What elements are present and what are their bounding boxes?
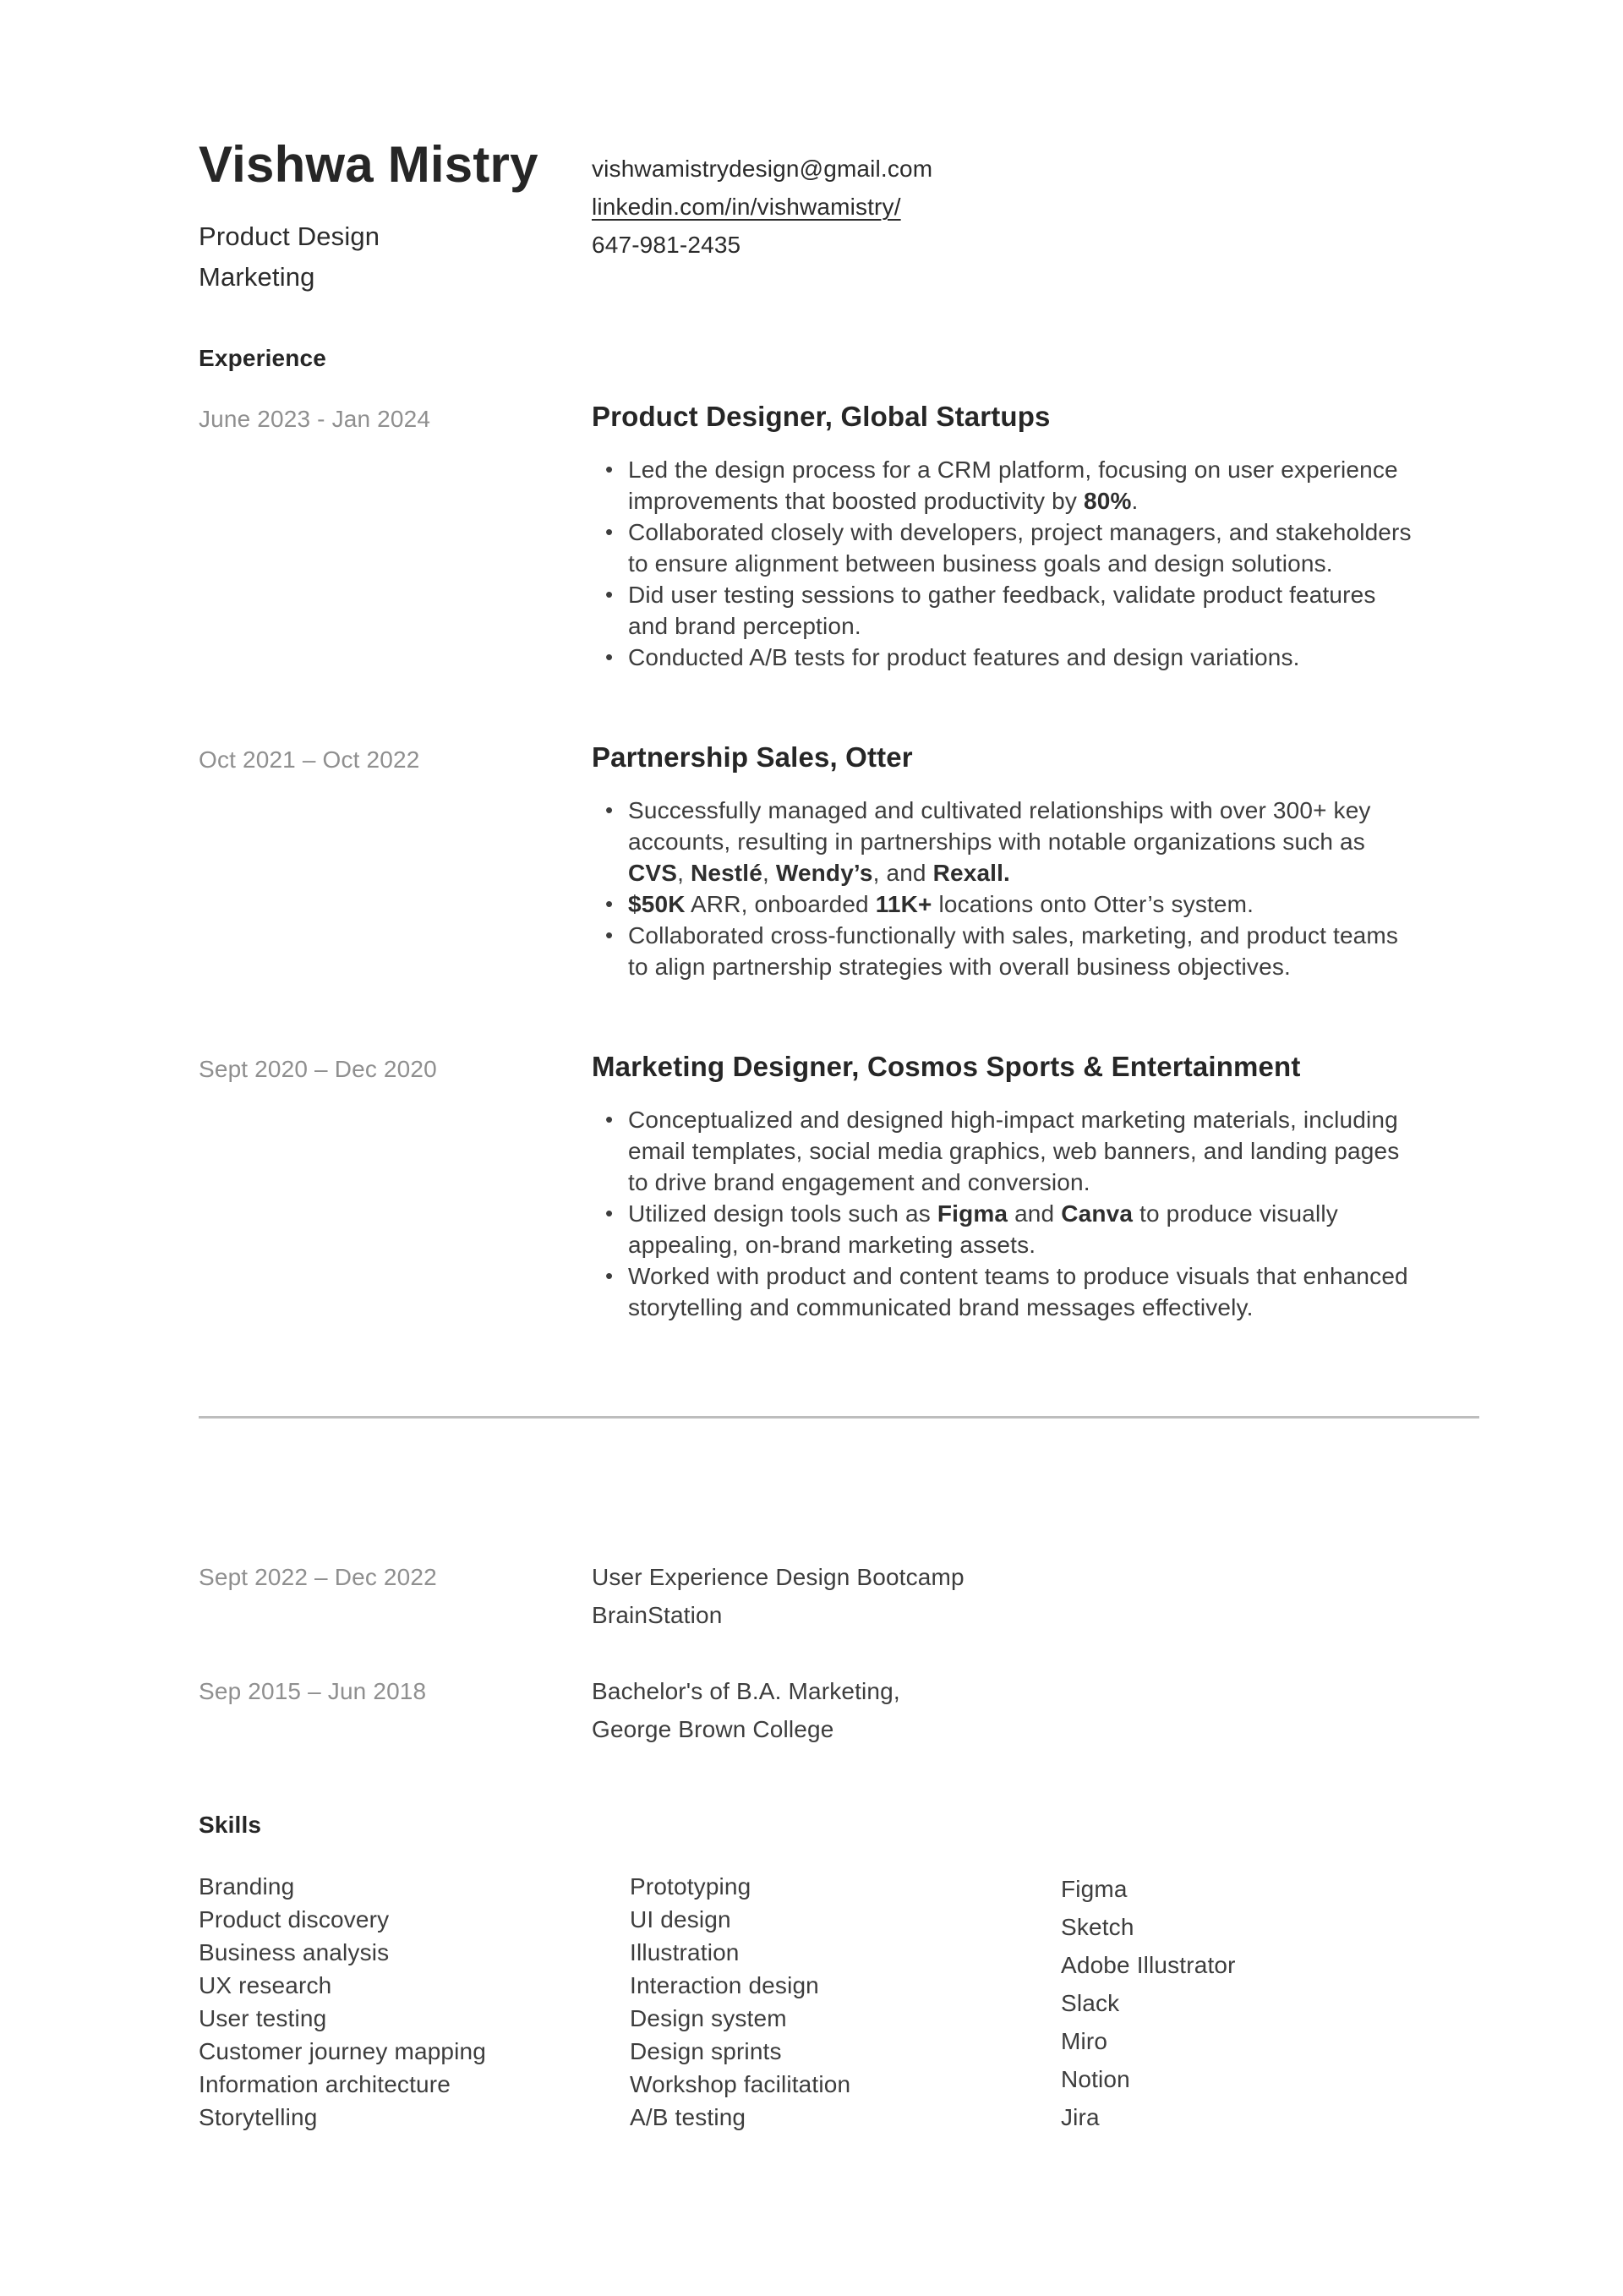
bullet-item: • Conceptualized and designed high-impact marketing materials, including email templates, social media graphics, web banners, and landing pages to drive brand engagement and conversion.	[592, 1104, 1416, 1198]
contact-email: vishwamistrydesign@gmail.com	[592, 156, 933, 182]
education-dates: Sept 2022 – Dec 2022	[199, 1564, 437, 1590]
skill-item: Customer journey mapping	[199, 2038, 487, 2064]
skill-item: Storytelling	[199, 2104, 318, 2130]
experience-entry	[199, 1050, 1479, 1323]
bullet-item: • Utilized design tools such as Figma and Canva to produce visually appealing, on-brand marketing assets.	[592, 1198, 1416, 1260]
experience-section	[199, 344, 1479, 1323]
skills-heading: Skills	[199, 1812, 262, 1838]
entry-dates: Sept 2020 – Dec 2020	[199, 1056, 437, 1082]
skill-item: Branding	[199, 1873, 295, 1900]
skill-item: Business analysis	[199, 1939, 390, 1965]
bullet-item: • Conducted A/B tests for product features and design variations.	[592, 642, 1416, 673]
education-entry	[199, 1672, 1479, 1748]
skills-column-1	[199, 1870, 630, 2136]
page-divider	[199, 1416, 1479, 1419]
entry-dates: June 2023 - Jan 2024	[199, 406, 431, 432]
skill-item: Figma	[1061, 1876, 1128, 1902]
education-content	[592, 1672, 1479, 1748]
skill-item: Information architecture	[199, 2071, 451, 2097]
entry-dates: Oct 2021 – Oct 2022	[199, 746, 420, 773]
education-program: User Experience Design Bootcamp	[592, 1564, 965, 1590]
linkedin-link[interactable]: linkedin.com/in/vishwamistry/	[592, 194, 901, 220]
skills-section	[199, 1811, 1479, 2136]
bullet-item: • Successfully managed and cultivated relationships with over 300+ key accounts, resulting in partnerships with notable organizations such as CVS, Nestlé, Wendy’s, and Rexall.	[592, 795, 1416, 888]
skill-item: User testing	[199, 2005, 327, 2031]
bullet-item: • Led the design process for a CRM platform, focusing on user experience improvements that boosted productivity by 80%.	[592, 454, 1416, 517]
entry-content	[592, 400, 1479, 673]
experience-entry	[199, 400, 1479, 673]
bullet-list	[592, 454, 1416, 673]
education-content	[592, 1558, 1479, 1634]
role-line-2: Marketing	[199, 262, 315, 292]
skill-item: Sketch	[1061, 1914, 1134, 1940]
skills-grid	[199, 1870, 1479, 2136]
education-school: George Brown College	[592, 1716, 834, 1742]
skill-item: Jira	[1061, 2104, 1100, 2130]
skill-item: Illustration	[630, 1939, 740, 1965]
role-subtitle	[199, 216, 592, 298]
skill-item: A/B testing	[630, 2104, 746, 2130]
skill-item: Design sprints	[630, 2038, 782, 2064]
entry-title: Product Designer, Global Startups	[592, 401, 1051, 432]
entry-content	[592, 741, 1479, 982]
entry-title: Partnership Sales, Otter	[592, 741, 913, 773]
identity-block	[199, 138, 592, 298]
skill-item: Slack	[1061, 1990, 1120, 2016]
skills-column-3	[1061, 1870, 1236, 2136]
skill-item: Adobe Illustrator	[1061, 1952, 1236, 1978]
skills-column-2	[630, 1870, 1061, 2136]
entry-content	[592, 1050, 1479, 1323]
bullet-item: • $50K ARR, onboarded 11K+ locations onto Otter’s system.	[592, 888, 1416, 920]
skill-item: Prototyping	[630, 1873, 751, 1900]
contact-phone: 647-981-2435	[592, 232, 741, 258]
experience-entries	[199, 400, 1479, 1323]
education-entry	[199, 1558, 1479, 1634]
skill-item: Product discovery	[199, 1906, 390, 1932]
contact-block	[592, 138, 932, 298]
bullet-item: • Did user testing sessions to gather feedback, validate product features and brand perception.	[592, 579, 1416, 642]
education-program: Bachelor's of B.A. Marketing,	[592, 1678, 900, 1704]
bullet-item: • Worked with product and content teams to produce visuals that enhanced storytelling and communicated brand messages effectively.	[592, 1260, 1416, 1323]
bullet-item: • Collaborated cross-functionally with sales, marketing, and product teams to align partnership strategies with overall business objectives.	[592, 920, 1416, 982]
experience-entry	[199, 741, 1479, 982]
skill-item: Interaction design	[630, 1972, 819, 1998]
skill-item: UX research	[199, 1972, 332, 1998]
person-name: Vishwa Mistry	[199, 136, 538, 193]
skill-item: Design system	[630, 2005, 787, 2031]
entry-title: Marketing Designer, Cosmos Sports & Entertainment	[592, 1051, 1301, 1082]
skill-item: UI design	[630, 1906, 731, 1932]
bullet-list	[592, 795, 1416, 982]
contact-linkedin-row	[592, 188, 932, 226]
resume-header	[199, 138, 1479, 298]
education-section	[199, 1558, 1479, 1748]
education-school: BrainStation	[592, 1602, 723, 1628]
bullet-list	[592, 1104, 1416, 1323]
role-line-1: Product Design	[199, 221, 380, 251]
bullet-item: • Collaborated closely with developers, project managers, and stakeholders to ensure alignment between business goals and design solutions.	[592, 517, 1416, 579]
experience-heading: Experience	[199, 345, 327, 371]
skill-item: Notion	[1061, 2066, 1130, 2092]
education-dates: Sep 2015 – Jun 2018	[199, 1678, 427, 1704]
skill-item: Miro	[1061, 2028, 1108, 2054]
skill-item: Workshop facilitation	[630, 2071, 851, 2097]
